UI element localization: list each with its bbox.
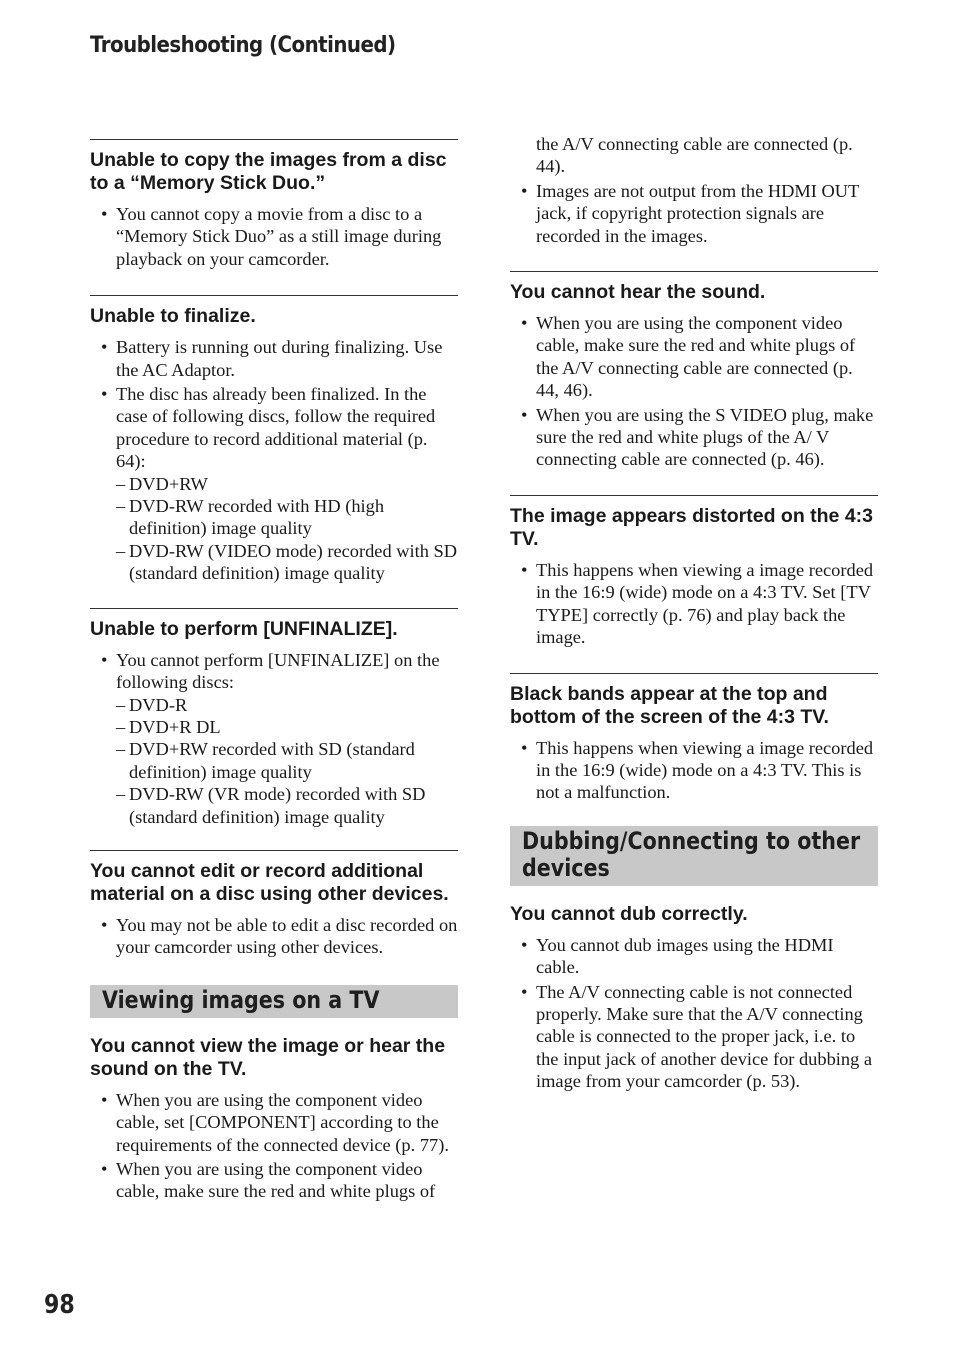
topic-items	[510, 737, 878, 804]
continued-items	[510, 133, 878, 247]
bullet-icon: •	[521, 180, 528, 201]
bullet-icon: •	[101, 204, 108, 224]
bullet-icon: •	[101, 1158, 108, 1179]
sub-list-item: – DVD+R DL	[116, 716, 221, 737]
list-item: • You may not be able to edit a disc recorded on your camcorder using other devices.	[101, 914, 458, 958]
sub-list-item: – DVD-R	[116, 694, 188, 715]
topic-items	[90, 336, 458, 584]
dash-icon: –	[116, 473, 126, 494]
sub-list-item: – DVD+RW recorded with SD (standard definition) image quality	[116, 739, 415, 782]
topic-items	[90, 649, 458, 828]
bullet-icon: •	[521, 737, 528, 758]
list-item: • When you are using the component video cable, make sure the red and white plugs of	[101, 1158, 436, 1202]
sub-list-item: – DVD-RW (VR mode) recorded with SD (standard definition) image quality	[116, 784, 426, 827]
right-column	[510, 133, 878, 1095]
sub-list	[116, 694, 458, 828]
topic-divider	[510, 673, 878, 674]
bullet-icon: •	[101, 649, 108, 670]
list-item: • You cannot perform [UNFINALIZE] on the following discs: – DVD-R – DVD+R DL – DVD+RW recorded with SD (standard definition) image quality – DVD-RW (VR mode) recorded with SD (standard definition) image quality	[90, 649, 458, 828]
bullet-icon: •	[521, 313, 528, 334]
list-item: • When you are using the S VIDEO plug, make sure the red and white plugs of the A/ V connecting cable are connected (p. 46).	[521, 404, 874, 470]
topic-title-edit-record: You cannot edit or record additional material on a disc using other devices.	[90, 859, 449, 905]
topic-divider	[510, 271, 878, 272]
bullet-icon: •	[101, 337, 108, 358]
topic-items	[510, 312, 878, 471]
topic-divider	[90, 139, 458, 140]
topic-divider	[90, 850, 458, 851]
topic-title-copy-images: Unable to copy the images from a disc to a “Memory Stick Duo.”	[90, 149, 447, 194]
section-header-viewing	[90, 985, 458, 1018]
bullet-icon: •	[101, 384, 108, 405]
topic-items	[510, 559, 878, 649]
list-item: • You cannot copy a movie from a disc to a “Memory Stick Duo” as a still image during playback on your camcorder.	[101, 204, 442, 269]
topic-title-black-bands: Black bands appear at the top and bottom of the screen of the 4:3 TV.	[510, 682, 829, 728]
page-number: 98	[44, 1290, 75, 1320]
dash-icon: –	[116, 694, 126, 715]
topic-title-finalize: Unable to finalize.	[90, 305, 256, 328]
topic-title-hear-sound: You cannot hear the sound.	[510, 281, 766, 304]
topic-title-distorted: The image appears distorted on the 4:3 TV.	[510, 504, 873, 550]
topic-items	[510, 934, 878, 1093]
dash-icon: –	[116, 739, 126, 760]
bullet-icon: •	[101, 1089, 108, 1110]
list-item: • This happens when viewing a image recorded in the 16:9 (wide) mode on a 4:3 TV. Set [TV TYPE] correctly (p. 76) and play back the image.	[521, 559, 874, 648]
section-header-dubbing	[510, 826, 878, 886]
list-item: • This happens when viewing a image recorded in the 16:9 (wide) mode on a 4:3 TV. This is not a malfunction.	[521, 737, 874, 803]
list-item: • The A/V connecting cable is not connected properly. Make sure that the A/V connecting cable is connected to the proper jack, i.e. to the input jack of another device for dubbing a image from your camcorder (p. 53).	[521, 981, 873, 1092]
sub-list-item: – DVD-RW recorded with HD (high definition) image quality	[116, 496, 385, 539]
topic-divider	[510, 495, 878, 496]
dash-icon: –	[116, 540, 126, 561]
list-item: • Images are not output from the HDMI OUT jack, if copyright protection signals are recorded in the images.	[521, 180, 859, 246]
sub-list-item: – DVD+RW	[116, 473, 208, 494]
bullet-icon: •	[521, 404, 528, 425]
list-item: • You cannot dub images using the HDMI cable.	[521, 934, 834, 978]
list-item: • When you are using the component video cable, set [COMPONENT] according to the requirements of the connected device (p. 77).	[101, 1089, 449, 1155]
topic-title-view-tv: You cannot view the image or hear the sound on the TV.	[90, 1034, 446, 1080]
bullet-icon: •	[101, 914, 108, 935]
page-header: Troubleshooting (Continued)	[90, 33, 396, 58]
bullet-icon: •	[521, 559, 528, 580]
dash-icon: –	[116, 496, 126, 517]
topic-items	[90, 1089, 458, 1203]
bullet-icon: •	[521, 981, 528, 1002]
list-item: • Battery is running out during finalizing. Use the AC Adaptor.	[101, 337, 443, 380]
section-title: Viewing images on a TV	[102, 985, 380, 1014]
bullet-icon: •	[521, 934, 528, 955]
list-item: the A/V connecting cable are connected (p. 44).	[536, 134, 853, 177]
list-item: • When you are using the component video cable, make sure the red and white plugs of the A/V connecting cable are connected (p. 44, 46).	[521, 313, 856, 401]
topic-divider	[90, 608, 458, 609]
topic-items	[90, 203, 458, 270]
sub-list	[116, 473, 458, 585]
dash-icon: –	[116, 716, 126, 737]
left-column	[90, 139, 458, 1205]
dash-icon: –	[116, 784, 126, 805]
topic-items	[90, 914, 458, 959]
list-item: • The disc has already been finalized. In the case of following discs, follow the required procedure to record additional material (p. 64): – DVD+RW – DVD-RW recorded with HD (high definition) image quality – DVD-RW (VIDEO mode) recorded with SD (standard definition) image quality	[101, 384, 458, 584]
topic-title-dub: You cannot dub correctly.	[510, 902, 748, 925]
sub-list-item: – DVD-RW (VIDEO mode) recorded with SD (standard definition) image quality	[116, 540, 458, 584]
topic-title-unfinalize: Unable to perform [UNFINALIZE].	[90, 617, 398, 640]
topic-divider	[90, 295, 458, 296]
section-title: Dubbing/Connecting to other devices	[522, 826, 861, 882]
